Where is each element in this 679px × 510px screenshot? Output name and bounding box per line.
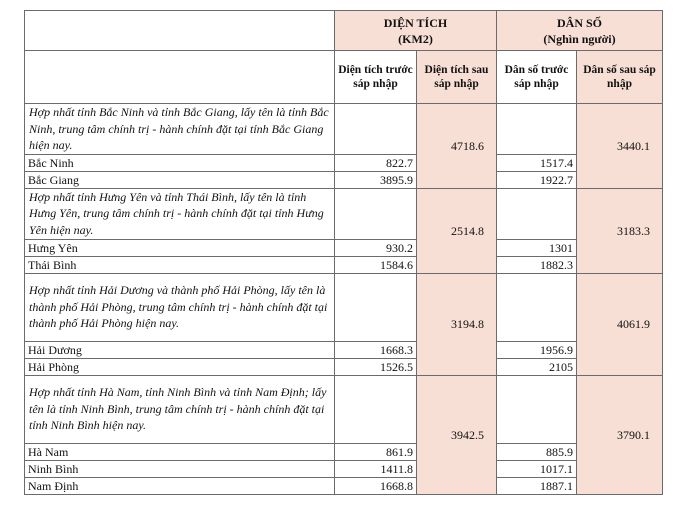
province-name: Bắc Ninh — [25, 154, 335, 171]
population-title: DÂN SỐ — [557, 15, 603, 30]
group-description: Hợp nhất tỉnh Hải Dương và thành phố Hải Phòng, lấy tên là thành phố Hải Phòng, trung tâm chính trị - hành chính đặt tại thành phố Hải Phòng hiện nay. — [25, 273, 335, 341]
empty-cell — [497, 188, 577, 239]
population-unit: (Nghìn người) — [543, 31, 616, 46]
empty-cell — [335, 375, 417, 443]
pop-before-value: 1882.3 — [497, 256, 577, 273]
col-pop-before: Dân số trước sáp nhập — [497, 51, 577, 104]
pop-before-value: 1017.1 — [497, 460, 577, 477]
area-before-value: 1668.8 — [335, 477, 417, 494]
pop-after-value: 3790.1 — [577, 375, 663, 494]
area-unit: (KM2) — [398, 31, 433, 46]
pop-after-value: 4061.9 — [577, 273, 663, 375]
pop-before-value: 2105 — [497, 358, 577, 375]
col-area-after: Diện tích sau sáp nhập — [417, 51, 497, 104]
area-before-value: 1411.8 — [335, 460, 417, 477]
area-before-value: 930.2 — [335, 239, 417, 256]
area-before-value: 1668.3 — [335, 341, 417, 358]
province-name: Nam Định — [25, 477, 335, 494]
area-before-value: 3895.9 — [335, 171, 417, 188]
empty-cell — [497, 273, 577, 341]
province-name: Hải Dương — [25, 341, 335, 358]
empty-cell — [335, 104, 417, 155]
area-before-value: 1584.6 — [335, 256, 417, 273]
pop-before-value: 885.9 — [497, 443, 577, 460]
pop-after-value: 3440.1 — [577, 104, 663, 189]
merger-table — [24, 10, 663, 495]
group-description: Hợp nhất tỉnh Hà Nam, tỉnh Ninh Bình và tỉnh Nam Định; lấy tên là tỉnh Ninh Bình, trung tâm chính trị - hành chính đặt tại tỉnh Ninh Bình hiện nay. — [25, 375, 335, 443]
pop-after-value: 3183.3 — [577, 188, 663, 273]
area-after-value: 3942.5 — [417, 375, 497, 494]
pop-before-value: 1887.1 — [497, 477, 577, 494]
empty-cell — [497, 104, 577, 155]
province-name: Ninh Bình — [25, 460, 335, 477]
area-before-value: 1526.5 — [335, 358, 417, 375]
pop-before-value: 1922.7 — [497, 171, 577, 188]
province-name: Hải Phòng — [25, 358, 335, 375]
area-after-value: 4718.6 — [417, 104, 497, 189]
pop-before-value: 1517.4 — [497, 154, 577, 171]
col-pop-after: Dân số sau sáp nhập — [577, 51, 663, 104]
area-before-value: 822.7 — [335, 154, 417, 171]
empty-cell — [335, 188, 417, 239]
province-name: Hưng Yên — [25, 239, 335, 256]
empty-cell — [335, 273, 417, 341]
corner-cell-sub — [25, 51, 335, 104]
empty-cell — [497, 375, 577, 443]
corner-cell — [25, 11, 335, 51]
province-name: Thái Bình — [25, 256, 335, 273]
population-header — [497, 11, 663, 51]
area-title: DIỆN TÍCH — [383, 15, 448, 30]
col-area-before: Diện tích trước sáp nhập — [335, 51, 417, 104]
province-name: Hà Nam — [25, 443, 335, 460]
group-description: Hợp nhất tỉnh Bắc Ninh và tỉnh Bắc Giang, lấy tên là tỉnh Bắc Ninh, trung tâm chính trị - hành chính đặt tại tỉnh Bắc Giang hiện nay. — [25, 104, 335, 155]
pop-before-value: 1956.9 — [497, 341, 577, 358]
area-after-value: 3194.8 — [417, 273, 497, 375]
area-header — [335, 11, 497, 51]
area-before-value: 861.9 — [335, 443, 417, 460]
area-after-value: 2514.8 — [417, 188, 497, 273]
group-description: Hợp nhất tỉnh Hưng Yên và tỉnh Thái Bình, lấy tên là tỉnh Hưng Yên, trung tâm chính trị - hành chính đặt tại tỉnh Hưng Yên hiện nay. — [25, 188, 335, 239]
pop-before-value: 1301 — [497, 239, 577, 256]
province-name: Bắc Giang — [25, 171, 335, 188]
